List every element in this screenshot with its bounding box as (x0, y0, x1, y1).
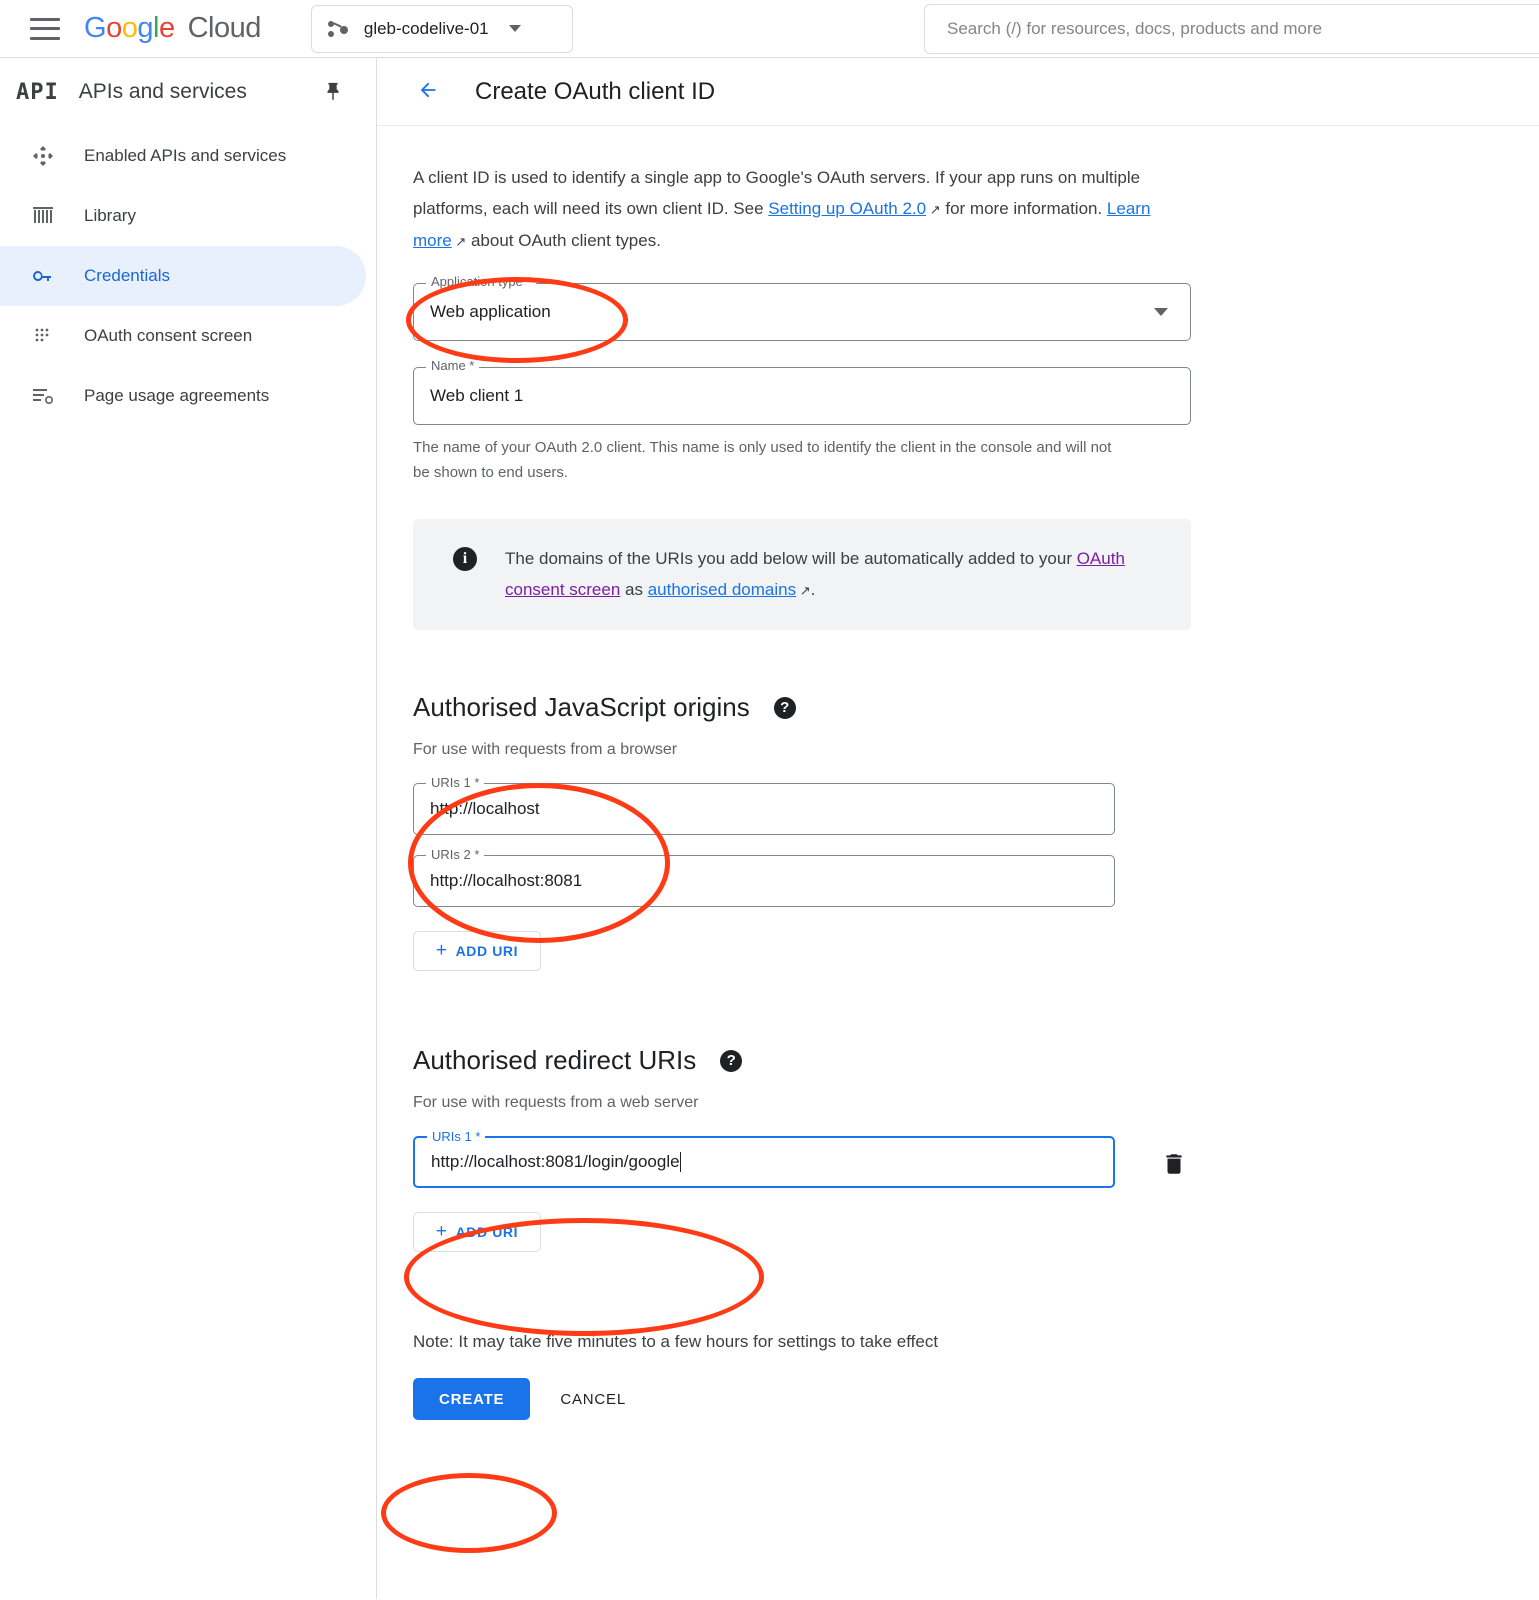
hamburger-icon[interactable] (30, 18, 60, 40)
search-box[interactable] (924, 4, 1539, 54)
js-origins-title: Authorised JavaScript origins (413, 692, 750, 722)
intro-text (413, 162, 1183, 257)
sidebar-header (0, 58, 376, 126)
sidebar-title: APIs and services (78, 80, 247, 103)
google-wordmark: Google (84, 12, 175, 44)
project-selector-icon (328, 20, 350, 38)
intro-part-3: about OAuth client types. (466, 231, 661, 250)
main-header (377, 58, 1539, 126)
add-redirect-uri-button[interactable] (413, 1212, 541, 1252)
redirect-uris-title: Authorised redirect URIs (413, 1045, 697, 1075)
add-uri-label: ADD URI (455, 943, 519, 959)
sidebar-item-label: Page usage agreements (84, 386, 270, 405)
info-banner-text (505, 543, 1163, 606)
settings-note: Note: It may take five minutes to a few hours for settings to take effect (413, 1332, 939, 1351)
application-type-field[interactable] (413, 274, 1191, 341)
library-icon (28, 204, 58, 228)
sidebar-item-label: OAuth consent screen (84, 326, 253, 345)
top-bar (0, 0, 1539, 58)
sidebar-item-label: Library (84, 206, 136, 225)
external-link-icon: ↗ (451, 234, 467, 249)
google-cloud-logo (84, 12, 261, 45)
sidebar-item-oauth-consent-screen[interactable] (0, 306, 366, 366)
redirect-uri-1-label: URIs 1 * (427, 1129, 485, 1144)
client-name-value: Web client 1 (430, 386, 524, 405)
plus-icon: + (435, 940, 448, 961)
cloud-wordmark: Cloud (187, 12, 261, 44)
info-part-3: . (810, 580, 816, 599)
redirect-uri-field-1[interactable] (413, 1129, 1115, 1188)
client-name-label: Name * (426, 358, 479, 373)
intro-part-1: A client ID is used to identify a single app to Google's OAuth servers. If your app runs on multiple platforms, each will need its own client ID. See (413, 168, 1141, 218)
sidebar-item-enabled-apis[interactable] (0, 126, 366, 186)
pin-icon[interactable] (322, 80, 344, 109)
apis-icon (28, 144, 58, 168)
main-panel (377, 58, 1539, 1599)
create-button[interactable]: CREATE (413, 1378, 530, 1420)
project-name: gleb-codelive-01 (363, 18, 489, 38)
search-input[interactable] (945, 18, 1539, 40)
external-link-icon: ↗ (926, 202, 941, 217)
redirect-uri-1-value: http://localhost:8081/login/google (431, 1152, 680, 1171)
form-content (377, 126, 1539, 1490)
chevron-down-icon (509, 25, 521, 32)
agreements-icon (28, 384, 58, 408)
application-type-label: Application type * (426, 274, 536, 289)
info-banner (413, 519, 1191, 630)
sidebar-item-page-usage-agreements[interactable] (0, 366, 366, 426)
consent-screen-icon (28, 324, 58, 348)
js-origin-uri-1-value: http://localhost (430, 799, 540, 818)
api-badge: API (16, 79, 59, 105)
sidebar-item-credentials[interactable] (0, 246, 366, 306)
back-arrow-icon[interactable] (413, 79, 443, 105)
cancel-button[interactable]: CANCEL (554, 1390, 632, 1409)
plus-icon: + (435, 1221, 448, 1242)
help-icon[interactable]: ? (720, 1050, 742, 1072)
add-js-origin-uri-button[interactable] (413, 931, 541, 971)
form-actions (413, 1378, 1539, 1460)
external-link-icon: ↗ (796, 583, 811, 598)
js-origin-uri-1-label: URIs 1 * (426, 775, 484, 790)
info-part-2: as (620, 580, 648, 599)
sidebar-item-library[interactable] (0, 186, 366, 246)
js-origin-uri-field-1[interactable] (413, 775, 1115, 835)
intro-part-2: for more information. (940, 199, 1107, 218)
js-origin-uri-2-value: http://localhost:8081 (430, 871, 583, 890)
redirect-uris-heading (413, 1045, 1539, 1076)
info-part-1: The domains of the URIs you add below will be automatically added to your (505, 549, 1077, 568)
spacer (413, 1460, 1539, 1490)
text-cursor (680, 1152, 681, 1172)
page-title: Create OAuth client ID (475, 77, 716, 105)
js-origin-uri-2-label: URIs 2 * (426, 847, 484, 862)
setting-up-oauth-link[interactable]: Setting up OAuth 2.0 (768, 199, 927, 218)
project-selector[interactable] (311, 5, 573, 53)
js-origins-heading (413, 692, 1539, 723)
application-type-value: Web application (430, 302, 551, 321)
js-origin-uri-field-2[interactable] (413, 847, 1115, 907)
trash-icon[interactable] (1161, 1150, 1187, 1178)
redirect-uris-subtitle: For use with requests from a web server (413, 1094, 699, 1111)
sidebar (0, 58, 377, 1599)
info-icon: i (453, 547, 477, 571)
sidebar-item-label: Enabled APIs and services (84, 146, 287, 165)
key-icon (28, 264, 58, 288)
client-name-helper-text: The name of your OAuth 2.0 client. This name is only used to identify the client in the console and will not be shown to end users. (413, 439, 1112, 481)
authorised-domains-link[interactable]: authorised domains (647, 580, 797, 599)
js-origins-subtitle: For use with requests from a browser (413, 741, 678, 758)
client-name-field[interactable] (413, 358, 1191, 425)
add-uri-label: ADD URI (455, 1224, 519, 1240)
chevron-down-icon[interactable] (1154, 308, 1168, 316)
learn-more-link[interactable]: Learn more (413, 199, 1151, 250)
help-icon[interactable]: ? (774, 697, 796, 719)
sidebar-item-label: Credentials (84, 266, 170, 285)
oauth-consent-screen-link[interactable]: OAuth consent screen (505, 549, 1125, 599)
